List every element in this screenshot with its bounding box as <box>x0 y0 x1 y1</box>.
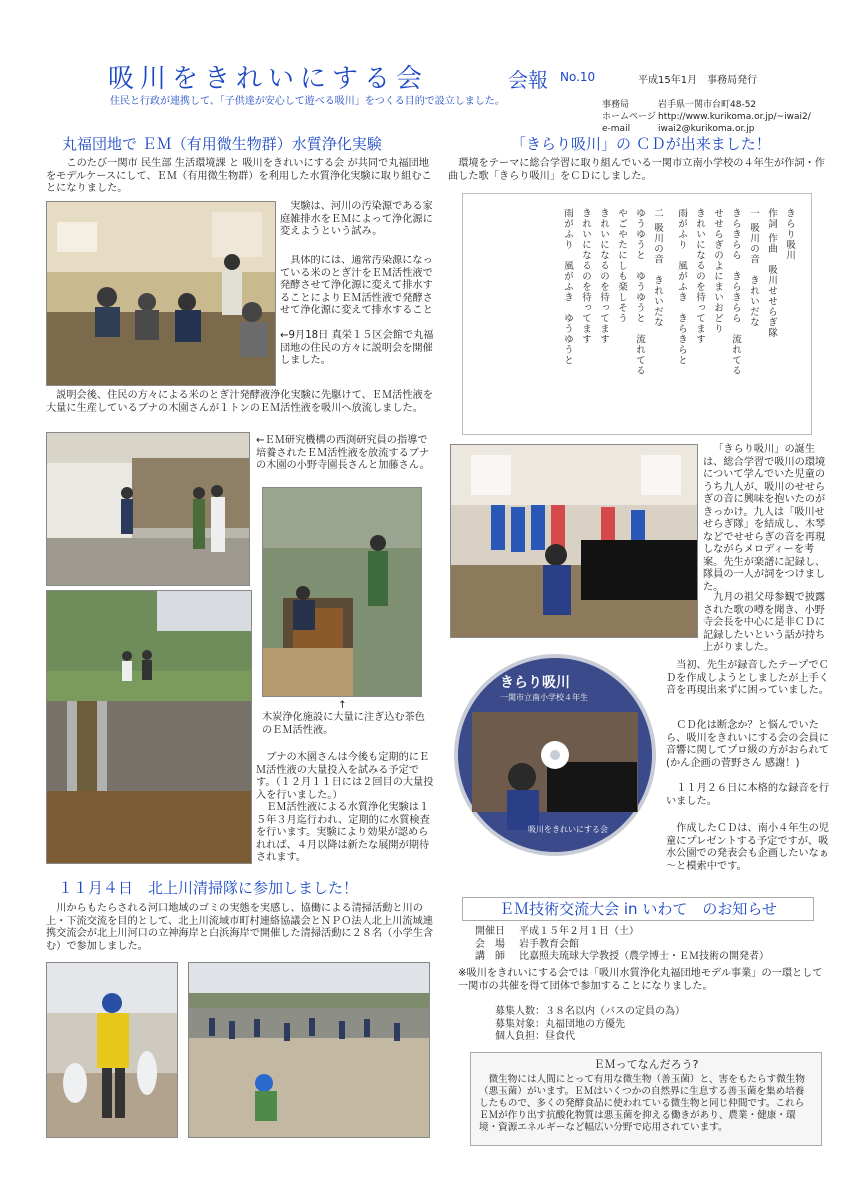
em-caption1: ←9月18日 真栄１５区会館で丸福団地の住民の方々に説明会を開催しました。 <box>280 330 434 366</box>
em-para1: 実験は、河川の汚染源である家庭雑排水をＥＭによって浄化源に変えようという試み。 <box>280 201 433 237</box>
em-section-heading: 丸福団地で ＥＭ（有用微生物群）水質浄化実験 <box>62 135 382 153</box>
caption-arrow: ↑ <box>338 700 347 711</box>
classroom-photo <box>450 444 698 638</box>
recruitment-list <box>495 1006 685 1044</box>
conference-note: ※吸川をきれいにする会では「吸川水質浄化丸福団地モデル事業」の一環として一関市の共催を得て団体で参加することになりました。 <box>458 968 823 992</box>
cd-section-heading: 「きらり吸川」の ＣＤが出来ました！ <box>511 135 771 153</box>
contact-label: e-mail <box>602 124 631 134</box>
river-photo <box>46 590 252 864</box>
subtitle: 住民と行政が連携して、「子供達が安心して遊べる吸川」をつくる目的で設立しました。 <box>110 96 505 107</box>
pouring-photo <box>262 487 422 697</box>
cd-para2: 九月の祖父母参観で披露された歌の噂を聞き、小野寺会長を中心に是非ＣＤに記録したいという話が持ち上がりました。 <box>703 592 826 653</box>
em-para3: 説明会後、住民の方々による米のとぎ汁発酵液浄化実験に先駆けて、ＥＭ活性液を大量に生産しているブナの木園さんが１トンのＥＭ活性液を吸川へ放流しました。 <box>46 390 433 414</box>
lyrics-line: きれいになるのを待ってます <box>694 208 705 345</box>
lyrics-line: きれいになるのを待ってます <box>598 208 609 345</box>
em-intro: このたび一関市 民生部 生活環境課 と 吸川をきれいにする会 が共同で丸福団地をモデルケースにして、ＥＭ（有用微生物群）を利用した水質浄化実験に取り組むことになりました。 <box>46 158 432 194</box>
contact-label: 事務局 <box>602 100 630 110</box>
lyrics-line: 雨がふり 風がふき ゆうゆうと <box>562 208 573 366</box>
conference-details <box>475 926 769 964</box>
em-caption3: 木炭浄化施設に大量に注ぎ込む茶色のＥＭ活性液。 <box>262 712 425 736</box>
cd-para4: ＣＤ化は断念か？と悩んでいたら、吸川をきれいにする会の会員に音響に関してプロ級の方がおられて(かん企画の菅野さん 感謝！) <box>666 720 829 769</box>
recruit-item: 募集対象：丸福団地の方優先 <box>495 1018 625 1030</box>
cd-label: きらり吸川 <box>500 675 570 691</box>
kaiho-label: 会報 <box>508 68 548 92</box>
meeting-photo <box>46 201 276 386</box>
lyrics-box <box>462 193 812 435</box>
cd-intro: 環境をテーマに総合学習に取り組んでいる一関市立南小学校の４年生が作詞・作曲した歌「きらり吸川」をＣＤにしました。 <box>448 158 825 182</box>
lyrics-line: ゆうゆうと ゆうゆうと 流れてる <box>634 208 645 376</box>
conf-value: 比嘉照夫琉球大学教授（農学博士・ＥＭ技術の開発者） <box>519 951 769 962</box>
lyrics-line: 一 吸川の音 きれいだな <box>748 208 759 328</box>
conf-value: 平成１５年２月１日（土） <box>519 926 639 937</box>
cleanup-photo-1 <box>46 962 178 1138</box>
lyrics-line: きれいになるのを待ってます <box>580 208 591 345</box>
email-link[interactable]: iwai2@kurikoma.or.jp <box>658 124 755 134</box>
conference-title: ＥＭ技術交流大会 in いわて のお知らせ <box>462 897 814 921</box>
conf-key: 開催日 <box>475 926 505 937</box>
lyrics-line: 雨がふり 風がふき きらきらと <box>676 208 687 366</box>
lyrics-line: 作詞 作曲 吸川せせらぎ隊 <box>766 208 777 339</box>
contact-value: 岩手県一関市台町48-52 <box>658 100 757 110</box>
contact-info <box>602 99 811 135</box>
recruit-item: 個人負担：昼食代 <box>495 1031 575 1042</box>
newsletter-title: 吸川をきれいにする会 <box>108 64 429 94</box>
lyrics-line: 二 吸川の音 きれいだな <box>652 208 663 328</box>
em-info-body: 微生物には人間にとって有用な微生物（善玉菌）と、害をもたらす微生物（悪玉菌）がいます。ＥＭはいくつかの自然界に生息する善玉菌を集め培養したもので、多くの発酵食品に使われている微生物と同じ仲間です。これらＥＭが作り出す抗酸化物質は悪玉菌を抑える働きがあり、農業・健康・環境・資源エネルギーなど幅広い分野で応用されています。 <box>479 1074 805 1133</box>
em-info-title: ＥＭってなんだろう? <box>593 1058 699 1071</box>
conf-value: 岩手教育会館 <box>519 938 579 950</box>
lyrics-line: やごやたにしも楽しそう <box>616 208 627 324</box>
em-info-box <box>470 1052 822 1146</box>
cleanup-heading: １１月４日 北上川清掃隊に参加しました！ <box>58 879 359 897</box>
cd-para6: 作成したＣＤは、南小４年生の児童にプレゼントする予定ですが、吸水公園での発表会も企画したいなぁ～と模索中です。 <box>666 823 829 872</box>
cd-para5: １１月２６日に本格的な録音を行いました。 <box>666 783 829 807</box>
conf-key: 講 師 <box>475 951 505 962</box>
em-para5: ＥＭ活性液による水質浄化実験は１５年３月迄行われ、定期的に水質検査を行います。実験により効果が認められれば、４月以降は新たな展開が期待されます。 <box>256 802 430 863</box>
conf-key: 会 場 <box>475 938 505 950</box>
cd-sub: 一関市立南小学校４年生 <box>500 693 588 702</box>
em-para4: ブナの木園さんは今後も定期的にＥＭ活性液の大量投入を試みる予定です。（１２月１１日には２回目の大量投入を行いました。） <box>256 752 434 801</box>
release-photo <box>46 432 250 586</box>
cd-para3: 当初、先生が録音したテープでＣＤを作成しようとしましたが上手く音を再現出来ずに困っていました。 <box>666 660 829 696</box>
em-caption2: ←ＥＭ研究機構の西渕研究員の指導で培養されたＥＭ活性液を放流するブナの木園の小野寺園長さんと加藤さん。 <box>256 435 430 471</box>
homepage-link[interactable]: http://www.kurikoma.or.jp/~iwai2/ <box>658 112 811 122</box>
recruit-item: 募集人数：３８名以内（バスの定員の為） <box>495 1006 685 1017</box>
cd-para1: 「きらり吸川」の誕生は、総合学習で吸川の環境について学んでいた児童のうち九人が、吸川のせせらぎの音に興味を抱いたのがきっかけ。九人は「吸川せせらぎ隊」を結成し、木琴などでせせらぎの音を再現しながらメロディーを考案。先生が楽譜に記録し、隊員の一人が詞をつけました。 <box>703 444 826 593</box>
em-para2: 具体的には、通常汚染源になっている米のとぎ汁をＥＭ活性液で発酵させて浄化源に変えて排水することによりＥＭ活性液で発酵させて浄化源に変えて排水すること <box>280 255 433 316</box>
issue-date: 平成15年1月 事務局発行 <box>638 75 758 86</box>
lyrics-line: きらきらら きらきらら 流れてる <box>730 208 741 376</box>
lyrics-line: せせらぎのよにまいおどり <box>712 208 723 334</box>
lyrics-title: きらり吸川 <box>784 208 795 261</box>
cleanup-body: 川からもたらされる河口地域のゴミの実態を実感し、協働による清掃活動と川の上・下流交流を目的として、北上川流域市町村連絡協議会とＮＰＯ法人北上川流域連携交流会が北上川河口の立神海岸と白浜海岸で開催した清掃活動に２８名（小学生含む）で参加しました。 <box>46 903 434 952</box>
issue-number: No.10 <box>560 70 596 84</box>
contact-label: ホームページ <box>602 112 656 122</box>
cleanup-photo-2 <box>188 962 430 1138</box>
cd-footer: 吸川をきれいにする会 <box>528 825 608 834</box>
